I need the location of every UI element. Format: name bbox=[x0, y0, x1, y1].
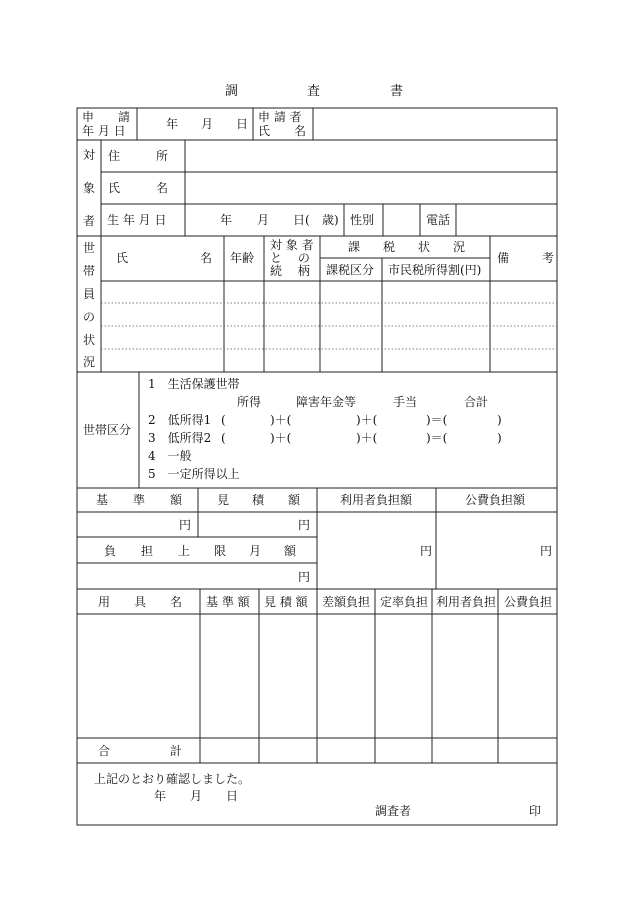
phone-field[interactable] bbox=[457, 205, 556, 235]
formula-3-plus-1: )＋( bbox=[270, 431, 292, 445]
formula-3-open: ( bbox=[221, 431, 226, 445]
equipment-header-2: 具 bbox=[134, 595, 147, 609]
limit-label-1: 負 bbox=[104, 544, 117, 558]
title-char-3: 書 bbox=[390, 84, 404, 99]
standard-yen: 円 bbox=[179, 518, 192, 532]
limit-label-4: 限 bbox=[214, 544, 227, 558]
formula-2-plus-1: )＋( bbox=[270, 413, 292, 427]
subject-side-2: 象 bbox=[83, 181, 96, 195]
remarks-header-1: 備 bbox=[497, 251, 510, 265]
public-burden-label: 公費負担額 bbox=[465, 493, 526, 507]
formula-2-close: ) bbox=[497, 413, 502, 427]
equipment-user-header: 利用者負担 bbox=[436, 595, 497, 609]
household-side-5: 状 bbox=[83, 333, 96, 347]
user-burden-yen: 円 bbox=[420, 544, 433, 558]
standard-label-3: 額 bbox=[170, 493, 183, 507]
tax-header-4: 況 bbox=[453, 240, 466, 254]
formula-2-open: ( bbox=[221, 413, 226, 427]
category-item-1: 1 生活保護世帯 bbox=[148, 377, 240, 391]
estimate-label-2: 積 bbox=[252, 493, 265, 507]
relation-header-2: と の bbox=[270, 251, 310, 265]
equipment-public-header: 公費負担 bbox=[504, 595, 553, 609]
equipment-diff-header: 差額負担 bbox=[322, 595, 371, 609]
limit-yen: 円 bbox=[298, 570, 311, 584]
household-side-6: 況 bbox=[83, 355, 96, 369]
estimate-yen: 円 bbox=[298, 518, 311, 532]
formula-3-equals: )＝( bbox=[426, 431, 448, 445]
relation-header-1: 対 象 者 bbox=[270, 238, 314, 252]
birth-age: 歳) bbox=[322, 213, 339, 227]
user-burden-label: 利用者負担額 bbox=[340, 493, 413, 507]
application-date-label-2: 年 月 日 bbox=[82, 124, 126, 138]
confirmation-text: 上記のとおり確認しました。 bbox=[94, 772, 251, 786]
title-char-2: 査 bbox=[307, 84, 321, 99]
birth-year: 年 bbox=[220, 213, 233, 227]
tax-header-1: 課 bbox=[348, 240, 361, 254]
category-item-2: 2 低所得1 bbox=[148, 413, 212, 427]
tax-class-header: 課税区分 bbox=[326, 263, 375, 277]
city-tax-header: 市民税所得割(円) bbox=[388, 263, 482, 277]
income-header-1: 所得 bbox=[237, 395, 262, 409]
birth-label: 生 年 月 日 bbox=[107, 213, 167, 227]
standard-label-2: 準 bbox=[133, 493, 146, 507]
limit-label-3: 上 bbox=[178, 544, 191, 558]
tax-header-2: 税 bbox=[383, 240, 396, 254]
category-item-4: 4 一般 bbox=[148, 449, 192, 463]
limit-label-6: 額 bbox=[284, 544, 297, 558]
household-side-2: 帯 bbox=[83, 264, 96, 278]
birth-day: 日( bbox=[293, 213, 310, 227]
formula-2-plus-2: )＋( bbox=[356, 413, 378, 427]
income-header-3: 手当 bbox=[393, 395, 418, 409]
income-header-2: 障害年金等 bbox=[296, 395, 357, 409]
application-date-label-1: 申 請 bbox=[82, 110, 131, 124]
gender-field[interactable] bbox=[384, 205, 419, 235]
application-year: 年 bbox=[166, 117, 179, 131]
subject-name-label: 氏 名 bbox=[108, 181, 169, 195]
phone-label: 電話 bbox=[426, 213, 451, 227]
applicant-label-2: 氏 名 bbox=[258, 124, 307, 138]
equipment-header-3: 名 bbox=[170, 595, 183, 609]
category-label: 世帯区分 bbox=[83, 423, 132, 437]
seal-mark: 印 bbox=[529, 804, 542, 818]
subject-side-1: 対 bbox=[83, 148, 96, 162]
subject-name-field[interactable] bbox=[186, 173, 556, 203]
title-char-1: 調 bbox=[225, 84, 239, 99]
estimate-label-1: 見 bbox=[217, 493, 230, 507]
household-side-1: 世 bbox=[83, 241, 96, 255]
equipment-header-1: 用 bbox=[98, 595, 111, 609]
formula-3-close: ) bbox=[497, 431, 502, 445]
limit-label-2: 担 bbox=[141, 544, 154, 558]
application-month: 月 bbox=[201, 117, 214, 131]
address-field[interactable] bbox=[186, 141, 556, 171]
income-header-4: 合計 bbox=[464, 395, 489, 409]
gender-label: 性別 bbox=[350, 213, 375, 227]
standard-label-1: 基 bbox=[96, 493, 109, 507]
estimate-label-3: 額 bbox=[288, 493, 301, 507]
investigator-label: 調査者 bbox=[375, 804, 412, 818]
equipment-total-label-2: 計 bbox=[170, 744, 183, 758]
relation-header-3: 続 柄 bbox=[270, 264, 310, 278]
equipment-fixed-header: 定率負担 bbox=[380, 595, 429, 609]
household-name-header-2: 名 bbox=[200, 251, 213, 265]
formula-3-plus-2: )＋( bbox=[356, 431, 378, 445]
limit-label-5: 月 bbox=[249, 544, 262, 558]
category-item-5: 5 一定所得以上 bbox=[148, 467, 240, 481]
household-age-header: 年齢 bbox=[230, 251, 255, 265]
equipment-estimate-header: 見 積 額 bbox=[264, 595, 308, 609]
equipment-total-label-1: 合 bbox=[98, 744, 111, 758]
tax-header-3: 状 bbox=[418, 240, 431, 254]
subject-side-3: 者 bbox=[83, 214, 96, 228]
household-side-4: の bbox=[83, 310, 96, 324]
applicant-label-1: 申 請 者 bbox=[258, 110, 302, 124]
household-side-3: 員 bbox=[83, 287, 96, 301]
address-label: 住 所 bbox=[108, 149, 169, 163]
footer-year: 年 bbox=[154, 789, 167, 803]
application-day: 日 bbox=[236, 117, 249, 131]
household-name-header-1: 氏 bbox=[116, 251, 129, 265]
applicant-name-field[interactable] bbox=[314, 109, 556, 139]
formula-2-equals: )＝( bbox=[426, 413, 448, 427]
remarks-header-2: 考 bbox=[542, 251, 555, 265]
footer-month: 月 bbox=[190, 789, 203, 803]
footer-day: 日 bbox=[226, 789, 239, 803]
category-item-3: 3 低所得2 bbox=[148, 431, 212, 445]
public-burden-yen: 円 bbox=[540, 544, 553, 558]
equipment-standard-header: 基 準 額 bbox=[206, 595, 250, 609]
birth-month: 月 bbox=[257, 213, 270, 227]
